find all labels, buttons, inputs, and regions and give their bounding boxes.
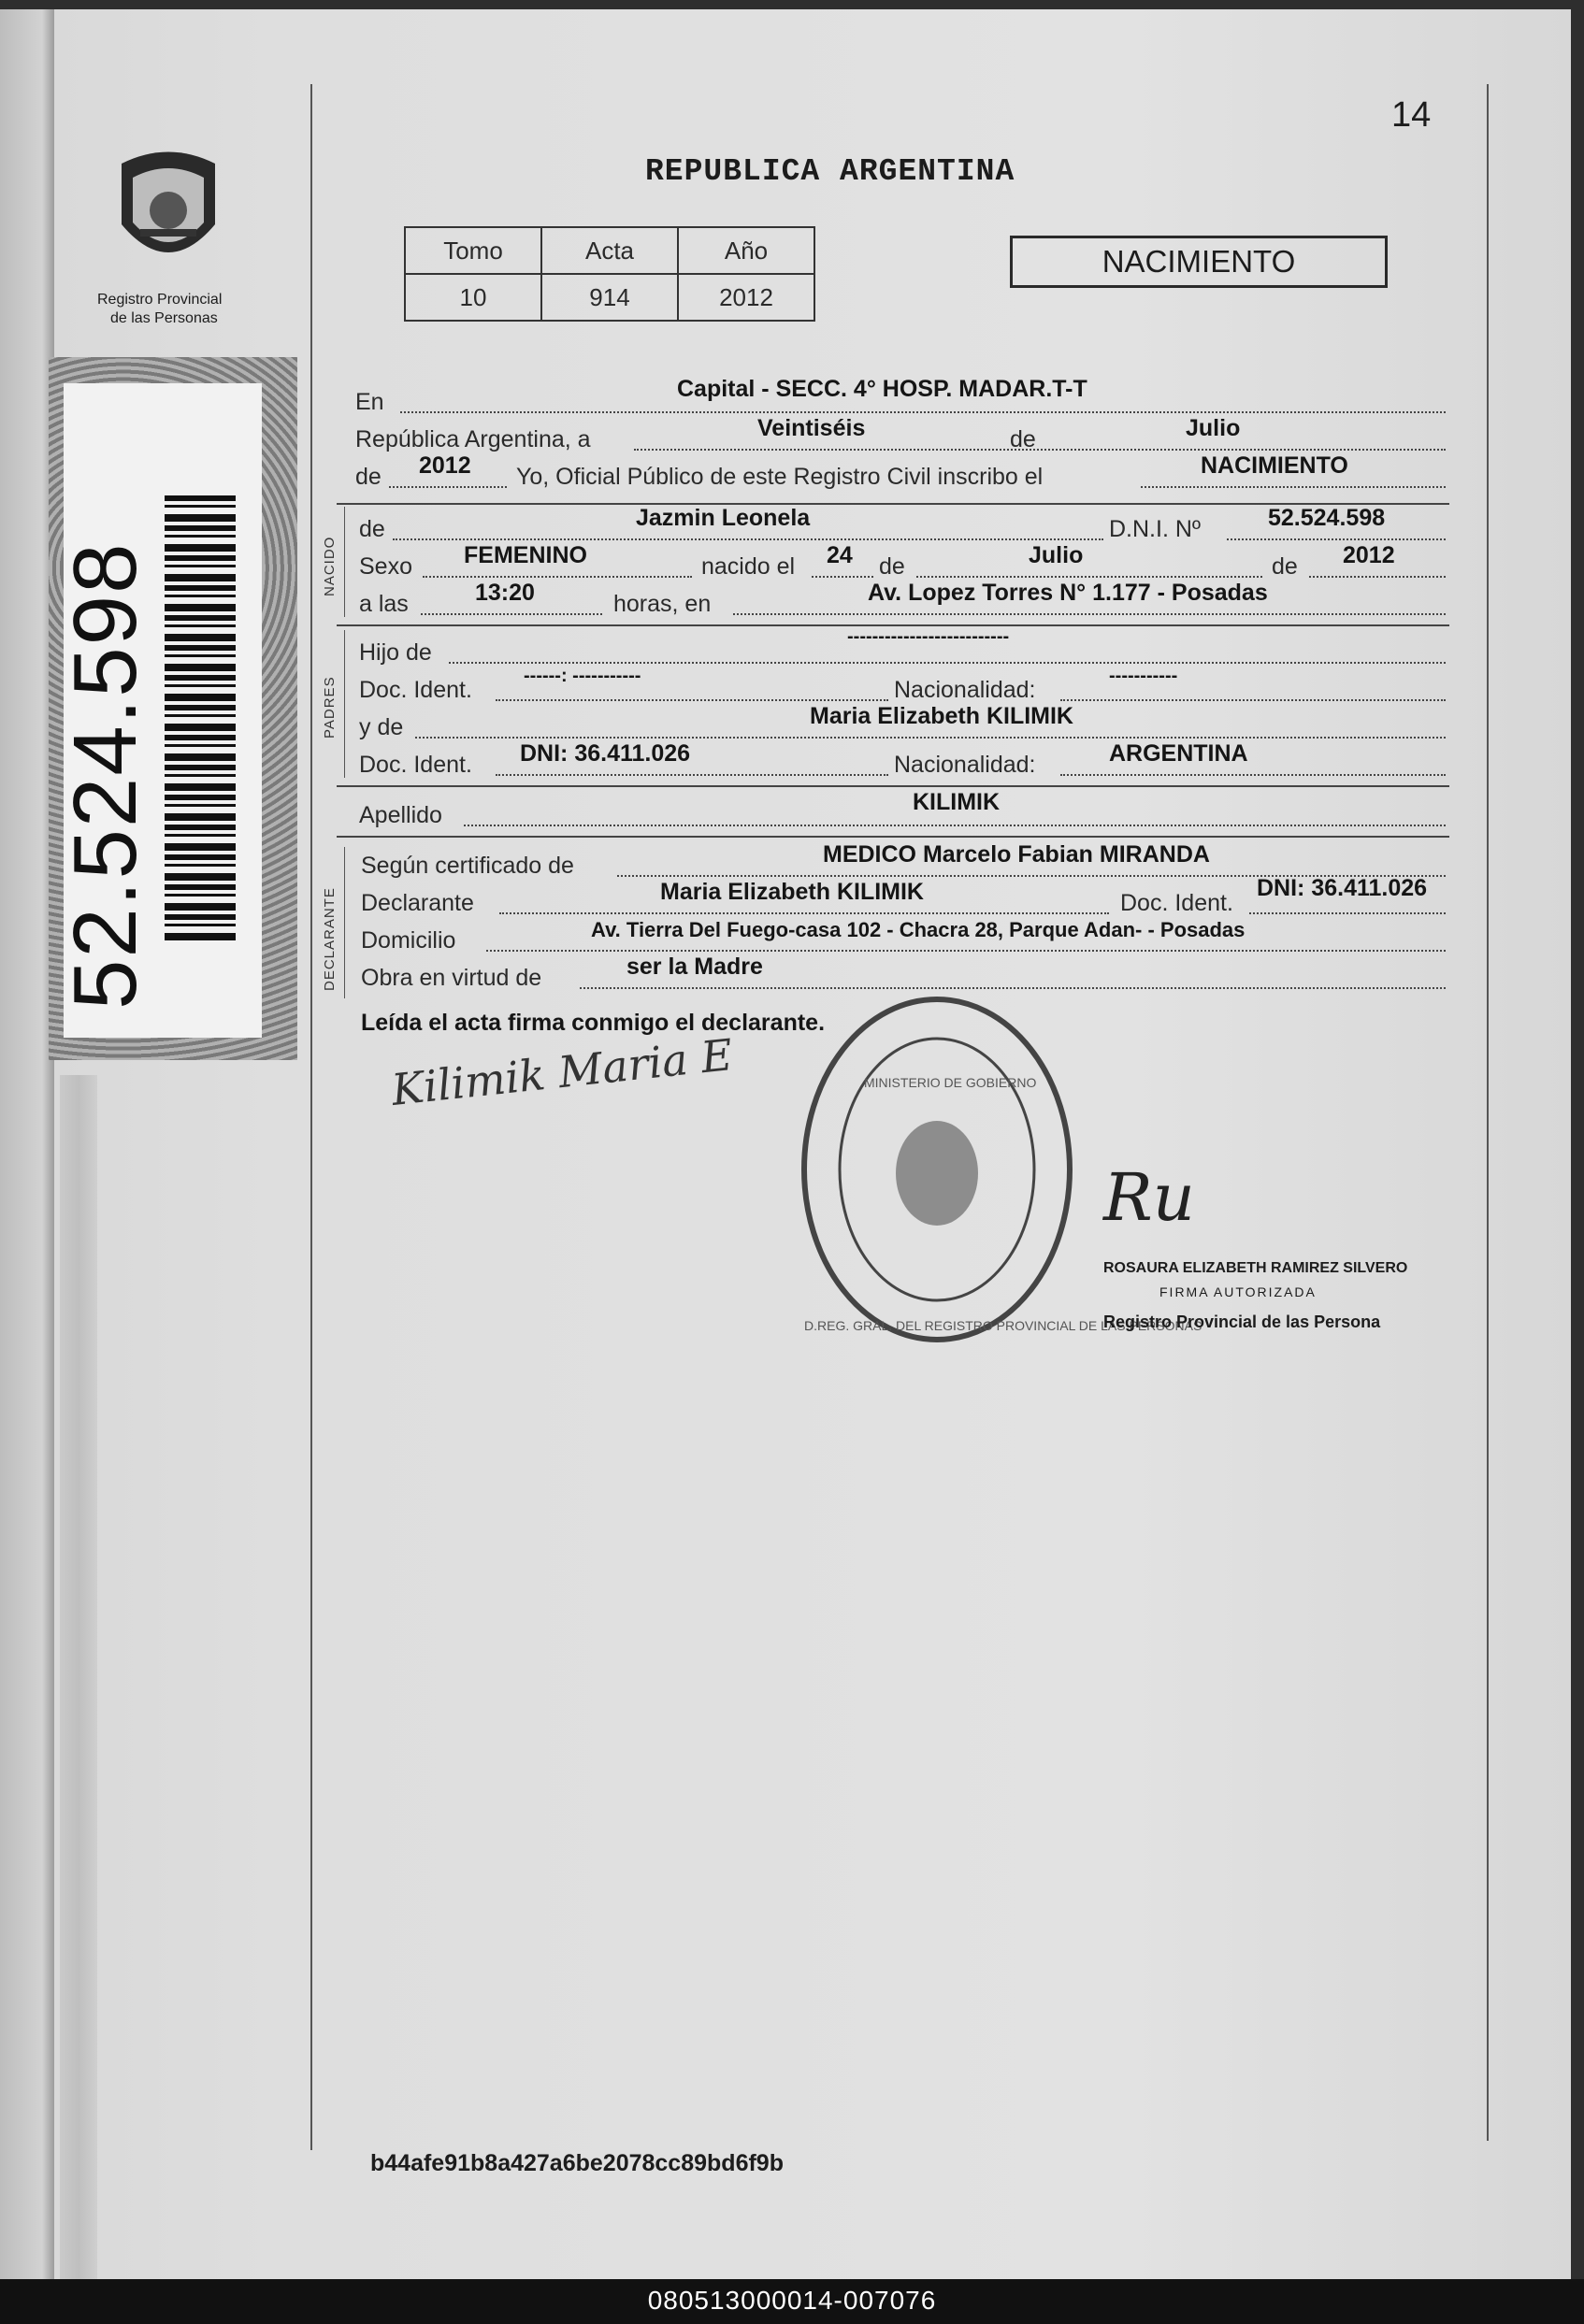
document-hash: b44afe91b8a427a6be2078cc89bd6f9b bbox=[370, 2150, 784, 2176]
year-value: 2012 bbox=[419, 452, 471, 479]
dni-dotline bbox=[1227, 538, 1446, 540]
decl-doc-dotline bbox=[1249, 912, 1446, 914]
child-dni: 52.524.598 bbox=[1268, 505, 1386, 531]
barcode-bars bbox=[165, 495, 236, 944]
yo-text: Yo, Oficial Público de este Registro Civil inscribo el bbox=[516, 464, 1044, 490]
padres-section-label: PADRES bbox=[322, 676, 338, 739]
nacido-section-label: NACIDO bbox=[322, 536, 338, 596]
birth-time: 13:20 bbox=[475, 580, 535, 606]
acta-header: Acta bbox=[541, 227, 678, 274]
doc1-label: Doc. Ident. bbox=[359, 677, 472, 703]
child-name: Jazmin Leonela bbox=[636, 505, 811, 531]
decl-label: Declarante bbox=[361, 890, 474, 916]
declarant-signature: Kilimik Maria E bbox=[389, 1029, 736, 1115]
document-title: REPUBLICA ARGENTINA bbox=[645, 154, 1015, 189]
decl-doc-label: Doc. Ident. bbox=[1120, 890, 1233, 916]
declarante-section-label: DECLARANTE bbox=[322, 887, 338, 991]
de-label-2: de bbox=[355, 464, 382, 490]
official-signature: Ru bbox=[1103, 1159, 1195, 1236]
en-value: Capital - SECC. 4° HOSP. MADAR.T-T bbox=[677, 376, 1087, 402]
sexo-dotline bbox=[423, 576, 692, 578]
hijo-label: Hijo de bbox=[359, 639, 432, 666]
obra-dotline bbox=[580, 987, 1446, 989]
obra-value: ser la Madre bbox=[626, 954, 763, 980]
apellido-top-rule bbox=[337, 785, 1449, 787]
official-org: Registro Provincial de las Persona bbox=[1103, 1313, 1381, 1331]
apellido-bottom-rule bbox=[337, 836, 1449, 838]
registry-table bbox=[404, 226, 815, 322]
name-dotline bbox=[393, 538, 1103, 540]
province-emblem-icon bbox=[103, 140, 234, 290]
binding-spine bbox=[0, 9, 54, 2279]
tomo-header: Tomo bbox=[405, 227, 541, 274]
birth-year: 2012 bbox=[1343, 542, 1395, 568]
right-margin-line bbox=[1487, 84, 1489, 2141]
footer-bar bbox=[0, 2279, 1584, 2324]
nacido-de-label: de bbox=[359, 516, 385, 542]
anio-header: Año bbox=[678, 227, 814, 274]
act-value: NACIMIENTO bbox=[1201, 452, 1348, 479]
doc1-dotline bbox=[496, 699, 888, 701]
document-page bbox=[0, 9, 1571, 2279]
decl-dotline bbox=[499, 912, 1109, 914]
stamp-ring-text: D.REG. GRAL. DEL REGISTRO PROVINCIAL DE LAS PERSONAS bbox=[804, 1318, 1202, 1333]
stamp-inner-text: MINISTERIO DE GOBIERNO bbox=[864, 1075, 1037, 1090]
doc2-dotline bbox=[496, 774, 888, 776]
page-number: 14 bbox=[1391, 95, 1432, 135]
mother-doc: DNI: 36.411.026 bbox=[520, 740, 691, 767]
emblem-org-line1: Registro Provincial bbox=[97, 292, 223, 308]
act-dotline bbox=[1141, 486, 1446, 488]
anio-value: 2012 bbox=[678, 274, 814, 321]
rep-dotline bbox=[634, 449, 1446, 451]
yde-label: y de bbox=[359, 714, 404, 740]
dom-value: Av. Tierra Del Fuego-casa 102 - Chacra 28, Parque Adan- - Posadas bbox=[591, 918, 1246, 941]
nacido-de-label-2: de bbox=[879, 553, 905, 580]
binding-shadow bbox=[60, 1075, 97, 2279]
birthyear-dotline bbox=[1309, 576, 1446, 578]
en-dotline bbox=[400, 411, 1446, 413]
nac1-label: Nacionalidad: bbox=[894, 677, 1036, 703]
doc1-value: ------: ----------- bbox=[524, 666, 641, 686]
cert-label: Según certificado de bbox=[361, 853, 574, 879]
official-title: FIRMA AUTORIZADA bbox=[1159, 1284, 1317, 1299]
barcode-number: 52.524.598 bbox=[55, 541, 155, 1010]
sexo-value: FEMENINO bbox=[464, 542, 587, 568]
declarant-name: Maria Elizabeth KILIMIK bbox=[660, 879, 924, 905]
month-dotline bbox=[916, 576, 1262, 578]
time-dotline bbox=[421, 613, 602, 615]
rep-label: República Argentina, a bbox=[355, 426, 591, 452]
birth-day: 24 bbox=[827, 542, 853, 568]
closing-statement: Leída el acta firma conmigo el declarante. bbox=[361, 1010, 826, 1036]
nacido-de-label-3: de bbox=[1272, 553, 1298, 580]
nacido-el-label: nacido el bbox=[701, 553, 796, 580]
record-type-box: NACIMIENTO bbox=[1010, 236, 1388, 288]
dom-dotline bbox=[486, 950, 1446, 952]
dni-label: D.N.I. Nº bbox=[1109, 516, 1202, 542]
left-margin-line bbox=[310, 84, 312, 2150]
nac1-value: ----------- bbox=[1109, 666, 1178, 686]
day-value: Veintiséis bbox=[757, 415, 866, 441]
sexo-label: Sexo bbox=[359, 553, 412, 580]
nac2-label: Nacionalidad: bbox=[894, 752, 1036, 778]
nac1-dotline bbox=[1060, 699, 1446, 701]
mother-dotline bbox=[415, 737, 1446, 739]
alas-label: a las bbox=[359, 591, 409, 617]
hijo-dotline bbox=[449, 662, 1446, 664]
emblem-org-line2: de las Personas bbox=[110, 310, 218, 326]
padres-side-rule bbox=[344, 630, 345, 778]
official-stamp-icon bbox=[797, 991, 1077, 1348]
declarante-side-rule bbox=[344, 847, 345, 998]
de-label-1: de bbox=[1010, 426, 1036, 452]
month-value: Julio bbox=[1186, 415, 1241, 441]
acta-value: 914 bbox=[541, 274, 678, 321]
mother-nationality: ARGENTINA bbox=[1109, 740, 1248, 767]
place-dotline bbox=[733, 613, 1446, 615]
doc2-label: Doc. Ident. bbox=[359, 752, 472, 778]
mother-name: Maria Elizabeth KILIMIK bbox=[810, 703, 1073, 729]
declarant-doc: DNI: 36.411.026 bbox=[1257, 875, 1428, 901]
nacido-side-rule bbox=[344, 507, 345, 617]
apellido-label: Apellido bbox=[359, 802, 442, 828]
year-dotline bbox=[389, 486, 507, 488]
tomo-value: 10 bbox=[405, 274, 541, 321]
day-dotline bbox=[812, 576, 873, 578]
birth-place: Av. Lopez Torres N° 1.177 - Posadas bbox=[868, 580, 1268, 606]
nac2-dotline bbox=[1060, 774, 1446, 776]
apellido-value: KILIMIK bbox=[913, 789, 1001, 815]
cert-value: MEDICO Marcelo Fabian MIRANDA bbox=[823, 841, 1210, 868]
dom-label: Domicilio bbox=[361, 927, 456, 954]
official-name: ROSAURA ELIZABETH RAMIREZ SILVERO bbox=[1103, 1260, 1408, 1276]
apellido-dotline bbox=[464, 825, 1446, 826]
en-label: En bbox=[355, 389, 384, 415]
horas-label: horas, en bbox=[613, 591, 712, 617]
hijo-value: -------------------------- bbox=[847, 626, 1010, 647]
birth-month: Julio bbox=[1029, 542, 1084, 568]
footer-id: 080513000014-007076 bbox=[647, 2286, 937, 2315]
obra-label: Obra en virtud de bbox=[361, 965, 542, 991]
